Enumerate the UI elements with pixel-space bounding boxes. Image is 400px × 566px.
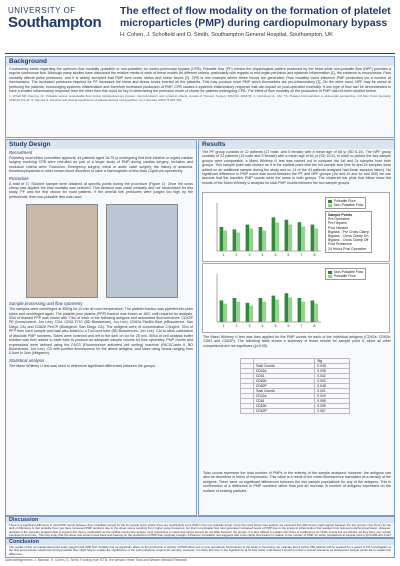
tick-label: 5 [274, 324, 277, 328]
table-cell [241, 409, 254, 414]
tick-label: 6 [287, 253, 290, 257]
table-cell: CD62b [253, 379, 314, 384]
university-logo: Southampton [8, 14, 102, 31]
bar [298, 298, 302, 322]
bar [311, 300, 315, 322]
bar [272, 296, 276, 322]
procedure-heading: Procedure [9, 175, 29, 181]
legend-entry: Non-Pulsatile Flow [328, 203, 363, 207]
sample-photo [106, 204, 178, 298]
recruitment-heading: Recruitment [9, 150, 33, 155]
bar [276, 300, 280, 322]
tick-label: 8 [313, 324, 316, 328]
bar [250, 229, 254, 251]
table-cell: Sig. [315, 359, 350, 364]
bar [311, 225, 315, 251]
header-divider [5, 53, 395, 54]
conclusion-text: The results of this non-randomised pilot study suggest that CPB flow modality has no significant effect on the production or activity of PMP either peri or post operatively. Recruitment to the study is continuing; we estimate that a further 250 patients will be required for a power of 0.8. Investigation of the flow and pressure waveforms during pulsatile flow might help to explain the significance of the post-protamine enigma (6x sample). However, it is likely that even if the significance at 6x was better understood it would not have a clinical relevance as subsequent sample points fail to sustain this difference. [9, 545, 391, 556]
table-cell: 0.002 [315, 379, 350, 384]
bar [298, 222, 302, 251]
table-cell: CD42a [253, 394, 314, 399]
equipment-photo [26, 204, 98, 298]
poster-authors: H. Cohen, J. Schofield and D. Smith, Southampton General Hospital, Southampton, UK [120, 32, 333, 38]
bar [259, 298, 263, 322]
results-text: The PF group consists of 22 patients (17 male, and 5 female) with a mean age of 68 yr (SD 6.10). The NPF group consists of 22 patients (15 male and 5 female) with a mean age of 61 yr (SD 10.5). In order to picture the two sample groups were comparable, a Mann Whitney U test was carried out to compare the 1st and 2x samples from both groups. This sample point was chosen as it is the earliest point with the full sample size (the 6x and 2x samples were added on an additional sample during the study and so 14 of the 44 patients analysed had those samples taken). No significant difference in PMP count was found between the PF and NPF groups (1st and 2x and 6x and 400) we can assume that the baseline PMP counts were the same in both groups. The clustered bar plots that follow show the results of the Mann Whitney U analysis for total PMP counts between the two sample groups. [202, 150, 391, 185]
bar [272, 217, 276, 251]
stats-text: The Mann Whitney U test was used to determine significant differences between the groups. [9, 363, 156, 368]
procedure-text: A total of 17 Stockert sample were obtained at specific points during the procedure (Figure 1). Once the cross clamp was applied the flow modality was selected. This decision was made clinically and not randomised for this study. PF was the first choice for most patients. If the arterial line pressures were judged too high by the perfusionist, then non-pulsatile flow was used. [9, 181, 193, 199]
tick-label: 4 [261, 324, 264, 328]
table-cell: 0.085 [315, 399, 350, 404]
study-design-heading: Study Design [6, 140, 196, 149]
legend-entry: Pulsatile Flow [328, 274, 363, 278]
poster-header [0, 0, 400, 55]
table-cell: 0.021 [315, 389, 350, 394]
bar [263, 302, 267, 322]
legend-entry: Non-Pulsatile Flow [328, 270, 363, 274]
tick-label: 7 [300, 324, 303, 328]
table-cell: CD61 [253, 399, 314, 404]
tick-label: 1 [222, 324, 225, 328]
non-pulsatile-legend [325, 268, 366, 280]
tick-label: 1 [222, 253, 225, 257]
sampling-heading: Sample processing and flow cytometry [9, 301, 83, 307]
bar [315, 304, 319, 322]
table-cell: 0.039 [315, 404, 350, 409]
table-cell: CD62P [253, 384, 314, 389]
tick-label: 4 [261, 253, 264, 257]
bar [276, 222, 280, 251]
discussion-section [5, 516, 395, 538]
study-design-section [5, 139, 197, 516]
table-cell: 0.042 [315, 374, 350, 379]
recruitment-text: Following local ethics committee approval, 44 patients aged 18-75 yr undergoing first time elective or urgent cardiac surgery involving CPB were recruited as part of a larger study of PMP during cardiac surgery. Inclusion and exclusion criteria were: Exclusion: Emergency surgery, mitral or aortic valve surgery, the history of anaemia, thrombocytopaenia or other known blood disorders or have a haemoglobin of less than 12g/dl pre-operatively. [9, 156, 193, 174]
background-heading: Background [6, 57, 394, 66]
non-pulsatile-chart [202, 263, 390, 333]
table-cell: CD62b [253, 404, 314, 409]
poster-title: The effect of flow modality on the formation of platelet microparticles (PMP) during cardiopulmonary bypass [120, 5, 391, 29]
bar [289, 298, 293, 322]
background-section [5, 56, 395, 138]
significance-table [240, 358, 350, 414]
bar [259, 227, 263, 251]
table-intro-text: The Mann Whitney U test was then applied for the PMP counts for each of the individual antigens (CD42a, CD62b, CD61 and CD62P). The following table shows a summary of those results for sample point 5, since all other comparisons are not significant (p>0.05). [203, 335, 391, 348]
tick-label: 3 [248, 253, 251, 257]
table-cell: Total Counts [253, 364, 314, 369]
bar [285, 293, 289, 322]
background-text: Controversy exists regarding the optimum flow modality (pulsatile or non-pulsatile) for cardio-pulmonary bypass (CPB). Pulsatile flow (PF) mimics the physiological pattern produced by the heart while non-pulsatile flow (NPF) provides a regular continuous flow. Although many studies have discussed the relative merits of each of these modes for different criteria, particularly with regards to end-organ perfusion and systemic inflammation [1], the evidence is inconclusive. Flow modality affects pulse pressures, and it is widely accepted that PMP form under stress and shear forces [2]. CPB is one example where these forces are generated. Flow modality could influence PMP production via a number of mechanisms. The increased pressures required for PF increases the shear and stress forces exerted on the platelets. This may produce more PMP which themselves are pro-inflammatory [3]. On the other hand, NPF may be worse at perfusing the patients, encouraging systemic inflammation and therefore increased production of PMP. CPB causes a systemic inflammatory response that can impact on post-operative morbidity. If one type of flow can be demonstrated to have a smaller inflammatory response than the other then this could be key in determining the perfusion mode of choice for patients undergoing CPB. The effect of flow modality on the production of PMP has not been studied before. [9, 67, 391, 94]
bar [246, 303, 250, 322]
bar [233, 298, 237, 322]
tick-label: 5 [274, 253, 277, 257]
tick-label: 2 [235, 253, 238, 257]
sample-points-legend: Sample Points Pre Operative Pre Heparin Post Heparin Bypass - Pre Cross Clamp Bypass - Cross Clamp On Bypass - Cross Clamp Off Post Protamine 24 Hours Post Operative [325, 211, 372, 253]
table-cell: 0.048 [315, 384, 350, 389]
pulsatile-chart [202, 192, 390, 262]
bar [250, 306, 254, 322]
tick-label: 3 [248, 324, 251, 328]
table-row [241, 409, 350, 414]
tick-label: 6 [287, 324, 290, 328]
bar [302, 227, 306, 251]
table-cell: 0.019 [315, 394, 350, 399]
background-references: 1. O'Neil MP, Fleming JC. Pulsatile versus nonpulsatile flow during cardiopulmonary bypass: microcirculatory and systemic effects. Annals of Thoracic Surgery 2012;94: 2046-53. 2. Horstman LL, Ahn YS. Platelet microparticles: a wide-angle perspective. Crit Rev Oncol Hematol. 1999;30:111-42. 3. Nomura S. Function and clinical significance of platelet-derived microparticles. Int J Hematol. 2001;74:397-404. [9, 94, 391, 103]
bar [289, 224, 293, 251]
bar [315, 229, 319, 251]
bar [224, 304, 228, 322]
table-cell: 0.038 [315, 369, 350, 374]
bar [246, 225, 250, 251]
acknowledgements: Acknowledgements: J. Marston, H. Cohen, D. Smith. Funding from NTTs, the Wessex Heart Trust and Wessex Medical Research. [5, 558, 189, 562]
photo-area [6, 200, 196, 300]
tick-label: 2 [235, 324, 238, 328]
conclusion-heading: Conclusion [6, 539, 394, 545]
conclusion-section [5, 538, 395, 558]
table-cell: 0.035 [315, 364, 350, 369]
results-conclusion-text: Total counts represent the total number of PMPs in the entirety of the sample analysed; however, the antigens can also be described in terms of expression. This value is a result of the mean fluorescence translated as a density of the antigens. There were no significant differences between the two sample populations for any of the antigens. This is confirmation of a difference in PMP numbers rather than just an increase in number of antigens expressed on the surface of existing particles. [203, 471, 391, 493]
sampling-text: The samples were centrifuged at 3500g for 10 min at room temperature. The platelet fraction was pipetted into plain tubes and centrifuged again. The platelet poor plasma (PPP) fraction was frozen at -80C until required for analysis. 30ul of thawed PPP was mixed with 7.5ul of each of the following antigens and associated fluorochromes: CD42P PE (Immunotech, Joc Lee), CD4, CD61 FITC (BD Biosciences, Jon Lee), CD62a PacBlu Blue (eBioscience, San Diego CA) and CD62b PerCP (Biolegend, San Diego CA). The antigens were of concentration 2.5ug/ml. 20ul of PFP from each sample pool was also added to a TruCount tube (BD Biosciences, Jon Lee). CAl to allow calculation of absolute PMP numbers. Tubes were vortexed and left in the dark on ice for 25 min. 500ul of cell analysis buffer solution was then added to each tube to produce an adequate sample volume for flow cytometry. PMP counts and expressions were defined using the FACS (Fluorescence activated cell sorting) machine (FACSCanto II, BD Biosciences, Jon Lee). CD with positive fluorescence for the above antigens, and sized using beads ranging from 0.5um to 3um (Megamix). [9, 307, 193, 356]
bar [263, 231, 267, 251]
stats-heading: Statistical analysis [9, 357, 45, 363]
pulsatile-legend [325, 197, 366, 209]
bar [237, 302, 241, 322]
table-cell: Total Counts [253, 389, 314, 394]
bar [220, 300, 224, 322]
table-cell: CD62P [253, 409, 314, 414]
results-heading: Results [199, 140, 394, 149]
table-cell: 0.067 [315, 409, 350, 414]
bar [220, 227, 224, 251]
bar [285, 220, 289, 251]
table-cell: CD61 [253, 374, 314, 379]
bar [224, 231, 228, 251]
discussion-text: There is a significant difference in total PMP counts between flow modalities except for the 6x sample point, where there are significantly more PMP in the non-pulsatile group. Once the cross clamp was applied, we expected that differences might appear between the two groups. One theory for the lack of difference is that pulsatile flow may have increased PMP numbers due to the shear stress resulting from higher pulse pressures, but that non-pulsatile flow also generated increased levels of PMP due to the systemic inflammation that resulted from reduced peripheral perfusion. However, analysis of the separate antigens fails to support this theory, particularly as the CD42a counts (the antigen most responsive to shear and stress forces) do not differ between the groups. It is also difficult to explain why there is a difference for CD61 counts but not CD41a, as they have very similar interactions and roles. This may imply that the shear and stress forces have less bearing on the production of PMP than originally thought. A Pearson correlation test suggests that cross clamp time bears no relation to the number of PMP, for either populations at sample point 6 (p=0.596 and 0.447 [9, 523, 391, 537]
bar [233, 229, 237, 251]
bar [237, 233, 241, 251]
table-cell: CD42a [253, 369, 314, 374]
tick-label: 8 [313, 253, 316, 257]
bar [302, 302, 306, 322]
discussion-heading: Discussion [6, 517, 394, 523]
university-prefix: UNIVERSITY OF [8, 6, 76, 15]
tick-label: 7 [300, 253, 303, 257]
legend-entry: Pulsatile Flow [328, 199, 363, 203]
